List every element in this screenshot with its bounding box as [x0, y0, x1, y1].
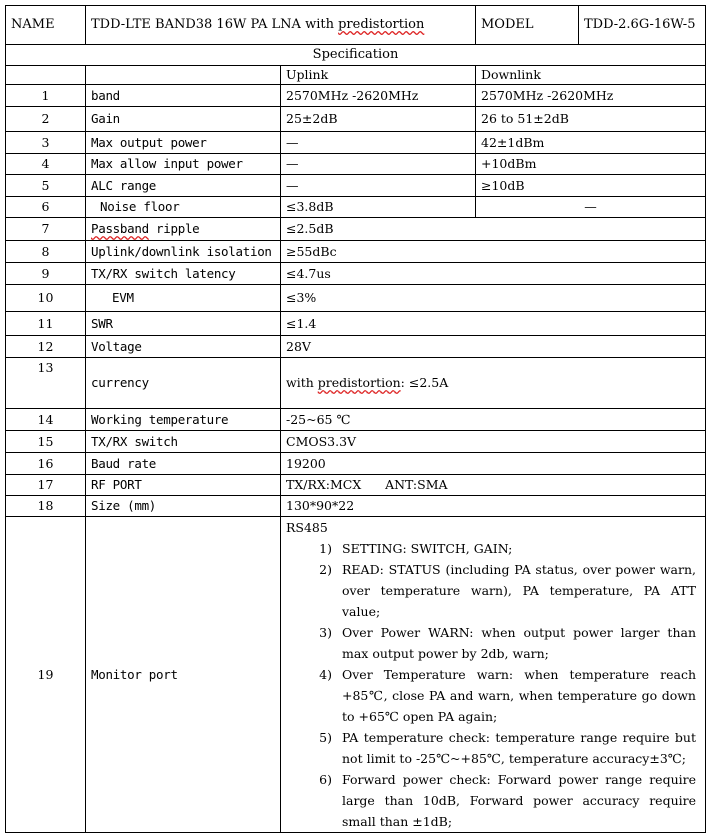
row-param: TX/RX switch — [86, 431, 281, 453]
row-value: -25~65 ℃ — [281, 409, 706, 431]
row-number: 5 — [6, 175, 86, 197]
row-value: CMOS3.3V — [281, 431, 706, 453]
column-header-row — [6, 66, 706, 85]
table-row — [6, 336, 706, 358]
table-row — [6, 197, 706, 218]
row-number: 9 — [6, 263, 86, 285]
row-value: ≤1.4 — [281, 312, 706, 336]
row-param: Monitor port — [86, 517, 281, 833]
row-param: Gain — [86, 107, 281, 132]
row-number: 13 — [6, 358, 86, 409]
row-number: 3 — [6, 132, 86, 154]
row-number: 18 — [6, 496, 86, 517]
row-number: 8 — [6, 241, 86, 263]
monitor-intro: RS485 — [286, 520, 328, 535]
row-number: 12 — [6, 336, 86, 358]
row-uplink: 25±2dB — [281, 107, 476, 132]
param-header — [86, 66, 281, 85]
row-value: TX/RX:MCX ANT:SMA — [281, 475, 706, 496]
list-item: 5) PA temperature check: temperature range require but not limit to -25℃~+85℃, temperature accuracy±3℃; — [319, 730, 696, 766]
row-number: 6 — [6, 197, 86, 218]
row-param: Size (mm) — [86, 496, 281, 517]
row-param: Uplink/downlink isolation — [86, 241, 281, 263]
row-param: SWR — [86, 312, 281, 336]
list-item: 2) READ: STATUS (including PA status, over power warn, over temperature warn), PA temperature, PA ATT value; — [319, 562, 696, 619]
row-downlink: 26 to 51±2dB — [476, 107, 706, 132]
specification-title: Specification — [6, 45, 706, 66]
row-uplink: — — [281, 132, 476, 154]
spec-sheet — [5, 5, 706, 833]
row-value: ≥55dBc — [281, 241, 706, 263]
row-param: currency — [86, 358, 281, 409]
table-row — [6, 475, 706, 496]
row-value: ≤3% — [281, 285, 706, 312]
row-number: 4 — [6, 154, 86, 175]
row-downlink: 42±1dBm — [476, 132, 706, 154]
row-number: 15 — [6, 431, 86, 453]
list-item: 3) Over Power WARN: when output power larger than max output power by 2db, warn; — [319, 625, 696, 661]
row-param: Working temperature — [86, 409, 281, 431]
row-downlink: 2570MHz -2620MHz — [476, 85, 706, 107]
row-param: Max output power — [86, 132, 281, 154]
row-param: ALC range — [86, 175, 281, 197]
row-number: 7 — [6, 218, 86, 241]
model-value: TDD-2.6G-16W-5 — [579, 6, 706, 45]
table-row — [6, 285, 706, 312]
table-row — [6, 175, 706, 197]
row-number: 11 — [6, 312, 86, 336]
row-downlink: +10dBm — [476, 154, 706, 175]
row-number: 16 — [6, 453, 86, 475]
row-param: EVM — [86, 285, 281, 312]
row-uplink: — — [281, 154, 476, 175]
table-row — [6, 107, 706, 132]
downlink-header: Downlink — [476, 66, 706, 85]
row-uplink: ≤3.8dB — [281, 197, 476, 218]
row-param: Noise floor — [86, 197, 281, 218]
row-value: 19200 — [281, 453, 706, 475]
table-row — [6, 409, 706, 431]
table-row — [6, 496, 706, 517]
row-uplink: 2570MHz -2620MHz — [281, 85, 476, 107]
monitor-row — [6, 517, 706, 833]
row-value: ≤4.7us — [281, 263, 706, 285]
table-row — [6, 218, 706, 241]
row-param: TX/RX switch latency — [86, 263, 281, 285]
table-row — [6, 154, 706, 175]
row-param: RF PORT — [86, 475, 281, 496]
name-label: NAME — [6, 6, 86, 45]
row-value: ≤2.5dB — [281, 218, 706, 241]
model-label: MODEL — [476, 6, 579, 45]
specification-row — [6, 45, 706, 66]
list-item: 6) Forward power check: Forward power range require large than 10dB, Forward power accuracy require small than ±1dB; — [319, 772, 696, 829]
row-param: Passband ripple — [86, 218, 281, 241]
row-uplink: — — [281, 175, 476, 197]
row-param: Voltage — [86, 336, 281, 358]
row-downlink: — — [476, 197, 706, 218]
table-row — [6, 453, 706, 475]
row-number: 10 — [6, 285, 86, 312]
row-downlink: ≥10dB — [476, 175, 706, 197]
spec-table — [5, 5, 706, 833]
num-header — [6, 66, 86, 85]
row-number: 19 — [6, 517, 86, 833]
row-number: 17 — [6, 475, 86, 496]
row-number: 2 — [6, 107, 86, 132]
table-row — [6, 85, 706, 107]
monitor-details — [281, 517, 706, 833]
table-row — [6, 241, 706, 263]
row-value: 28V — [281, 336, 706, 358]
table-row — [6, 263, 706, 285]
row-param: band — [86, 85, 281, 107]
table-row — [6, 312, 706, 336]
list-item: 4) Over Temperature warn: when temperature reach +85℃, close PA and warn, when temperature go down to +65℃ open PA again; — [319, 667, 696, 724]
row-value: with predistortion: ≤2.5A — [281, 358, 706, 409]
table-row — [6, 431, 706, 453]
table-row — [6, 358, 706, 409]
row-number: 1 — [6, 85, 86, 107]
list-item: 1) SETTING: SWITCH, GAIN; — [319, 541, 513, 556]
product-name: TDD-LTE BAND38 16W PA LNA with predistortion — [86, 6, 476, 45]
row-param: Max allow input power — [86, 154, 281, 175]
table-row — [6, 132, 706, 154]
header-row — [6, 6, 706, 45]
row-param: Baud rate — [86, 453, 281, 475]
uplink-header: Uplink — [281, 66, 476, 85]
row-value: 130*90*22 — [281, 496, 706, 517]
row-number: 14 — [6, 409, 86, 431]
